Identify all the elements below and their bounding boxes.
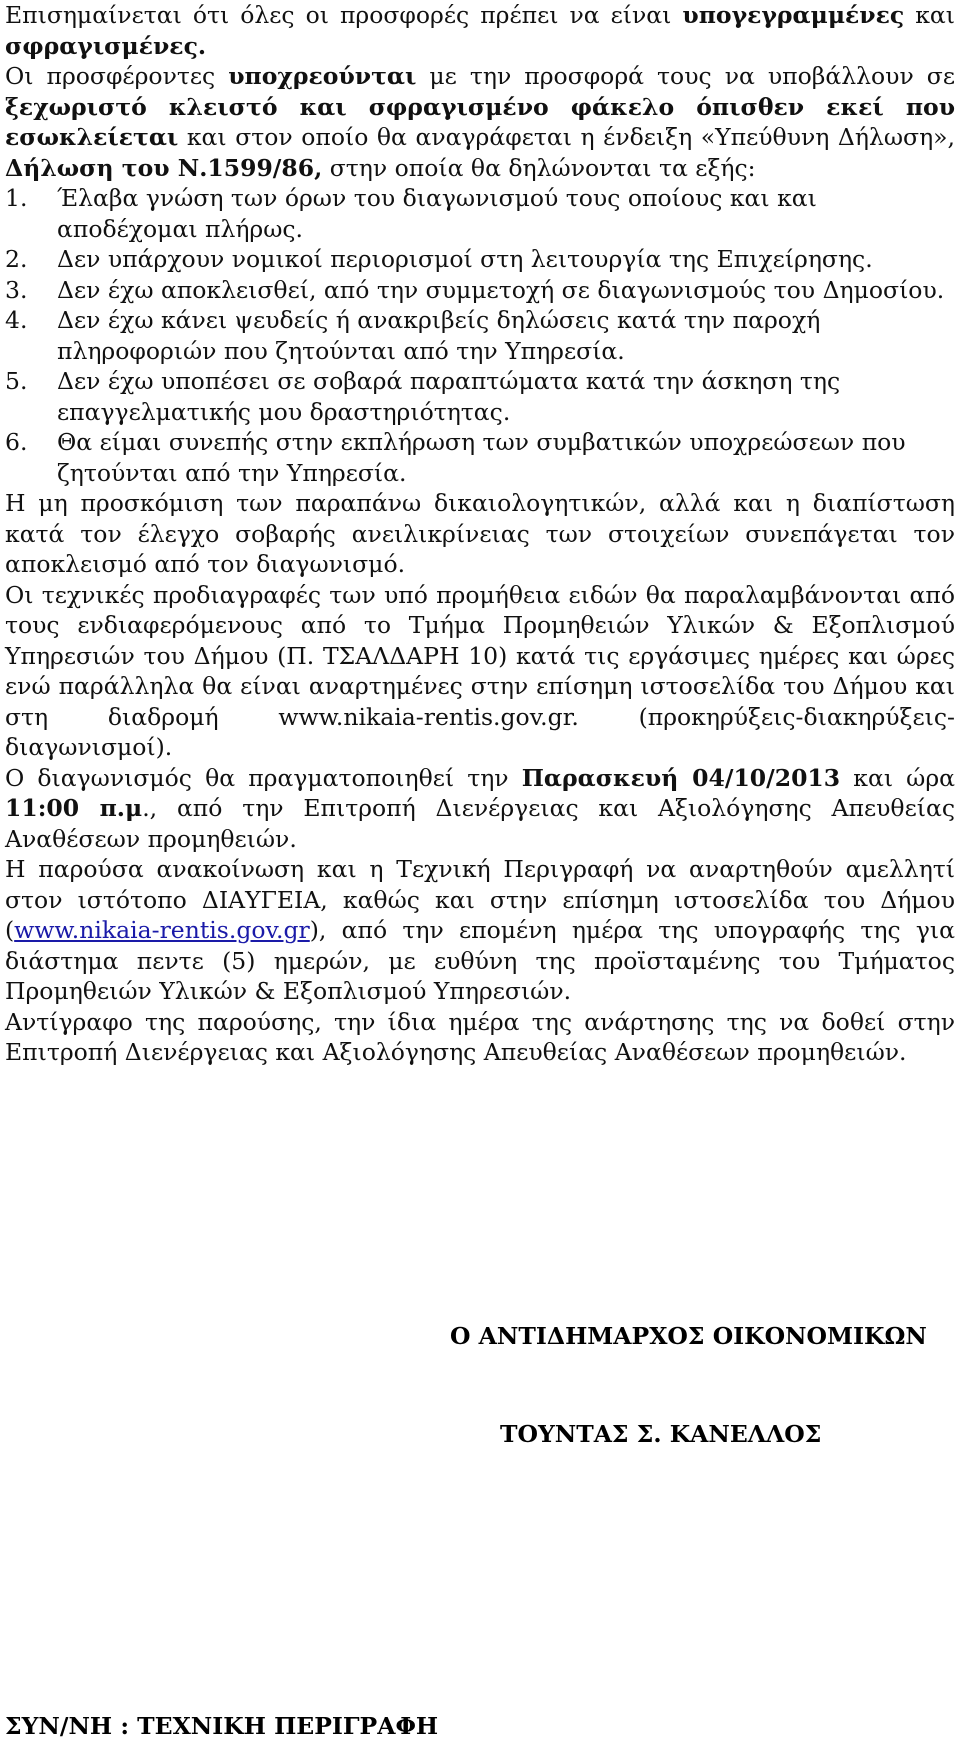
requirement-text: Οι προσφέροντες — [5, 62, 229, 90]
list-item — [5, 305, 955, 366]
signatory-name: ΤΟΥΝΤΑΣ Σ. ΚΑΝΕΛΛΟΣ — [500, 1420, 822, 1448]
contest-date-paragraph — [5, 763, 955, 855]
date-text: ., από την Επιτροπή Διενέργειας και Αξιολόγησης Απευθείας Αναθέσεων προμηθειών. — [5, 794, 955, 853]
list-item-number: 2. — [5, 245, 28, 273]
intro-text: και — [904, 1, 955, 29]
publication-paragraph — [5, 854, 955, 1007]
date-text: και ώρα — [840, 763, 956, 792]
list-item — [5, 275, 955, 306]
specifications-paragraph: Οι τεχνικές προδιαγραφές των υπό προμήθεια ειδών θα παραλαμβάνονται από τους ενδιαφερόμενους από το Τμήμα Προμηθειών Υλικών & Εξοπλισμού Υπηρεσιών του Δήμου (Π. ΤΣΑΛΔΑΡΗ 10) κατά τις εργάσιμες ημέρες και ώρες ενώ παράλληλα θα είναι αναρτημένες στην επίσημη ιστοσελίδα του Δήμου και στη διαδρομή www.nikaia-rentis.gov.gr. (προκηρύξεις-διακηρύξεις-διαγωνισμοί). — [5, 580, 955, 761]
publication-text: Η παρούσα ανακοίνωση και η Τεχνική Περιγραφή να αναρτηθούν αμελλητί στον ιστότοπο ΔΙΑΥΓΕΙΑ, καθώς και στην επίσημη ιστοσελίδα του Δήμου ( — [5, 855, 955, 944]
list-item-text: Δεν έχω κάνει ψευδείς ή ανακριβείς δηλώσεις κατά την παροχή πληροφοριών που ζητούνται από την Υπηρεσία. — [57, 306, 821, 365]
list-item-text: Δεν έχω υποπέσει σε σοβαρά παραπτώματα κατά την άσκηση της επαγγελματικής μου δραστηριότητας. — [57, 367, 841, 426]
list-item-number: 5. — [5, 367, 28, 395]
nonsubmission-paragraph: Η μη προσκόμιση των παραπάνω δικαιολογητικών, αλλά και η διαπίστωση κατά τον έλεγχο σοβαρής ανειλικρίνειας των στοιχείων συνεπάγεται τον αποκλεισμό από τον διαγωνισμό. — [5, 489, 955, 578]
document-body — [5, 0, 955, 1068]
intro-emphasis-signed: υπογεγραμμένες — [682, 1, 905, 29]
date-text: Ο διαγωνισμός θα πραγματοποιηθεί την — [5, 763, 522, 792]
list-item — [5, 244, 955, 275]
list-item-number: 1. — [5, 184, 28, 212]
requirement-emphasis-law: Δήλωση του Ν.1599/86, — [5, 153, 323, 182]
list-item — [5, 183, 955, 244]
contest-date: Παρασκευή 04/10/2013 — [521, 763, 841, 792]
attachment-note: ΣΥΝ/ΝΗ : ΤΕΧΝΙΚΗ ΠΕΡΙΓΡΑΦΗ — [5, 1712, 439, 1740]
list-item — [5, 366, 955, 427]
list-item-text: Θα είμαι συνεπής στην εκπλήρωση των συμβατικών υποχρεώσεων που ζητούνται από την Υπηρεσία. — [57, 428, 906, 487]
publication-text: ), από την επομένη ημέρα της υπογραφής της για διάστημα πεντε (5) ημερών, με ευθύνη της προϊσταμένης του Τμήματος Προμηθειών Υλικών & Εξοπλισμού Υπηρεσιών. — [5, 916, 955, 1005]
requirement-text: και στον οποίο θα αναγράφεται η ένδειξη «Υπεύθυνη Δήλωση», — [178, 123, 955, 151]
list-item-text: Έλαβα γνώση των όρων του διαγωνισμού τους οποίους και και αποδέχομαι πλήρως. — [57, 184, 817, 243]
requirement-text: στην οποία θα δηλώνονται τα εξής: — [322, 153, 756, 182]
list-item-number: 6. — [5, 428, 28, 456]
copy-paragraph: Αντίγραφο της παρούσης, την ίδια ημέρα της ανάρτησης της να δοθεί στην Επιτροπή Διενέργειας και Αξιολόγησης Απευθείας Αναθέσεων προμηθειών. — [5, 1007, 955, 1066]
intro-emphasis-sealed: σφραγισμένες. — [5, 31, 207, 60]
declarations-list — [5, 183, 955, 488]
requirement-text: με την προσφορά τους να υποβάλλουν σε — [416, 62, 955, 90]
list-item — [5, 427, 955, 488]
declaration-requirement-paragraph — [5, 61, 955, 183]
list-item-number: 4. — [5, 306, 28, 334]
requirement-emphasis: υποχρεούνται — [228, 62, 417, 90]
list-item-number: 3. — [5, 275, 28, 304]
intro-text: Επισημαίνεται ότι όλες οι προσφορές πρέπει να είναι — [5, 1, 683, 29]
contest-time: 11:00 π.μ — [5, 794, 143, 822]
signatory-title: Ο ΑΝΤΙΔΗΜΑΡΧΟΣ ΟΙΚΟΝΟΜΙΚΩΝ — [450, 1322, 927, 1350]
municipality-website-link[interactable]: www.nikaia-rentis.gov.gr — [14, 916, 310, 944]
requirement-emphasis: ξεχωριστό κλειστό και σφραγισμένο φάκελο όπισθεν εκεί που εσωκλείεται — [5, 92, 955, 151]
intro-paragraph — [5, 0, 955, 61]
list-item-text: Δεν έχω αποκλεισθεί, από την συμμετοχή σε διαγωνισμούς του Δημοσίου. — [57, 275, 945, 304]
list-item-text: Δεν υπάρχουν νομικοί περιορισμοί στη λειτουργία της Επιχείρησης. — [57, 245, 873, 273]
